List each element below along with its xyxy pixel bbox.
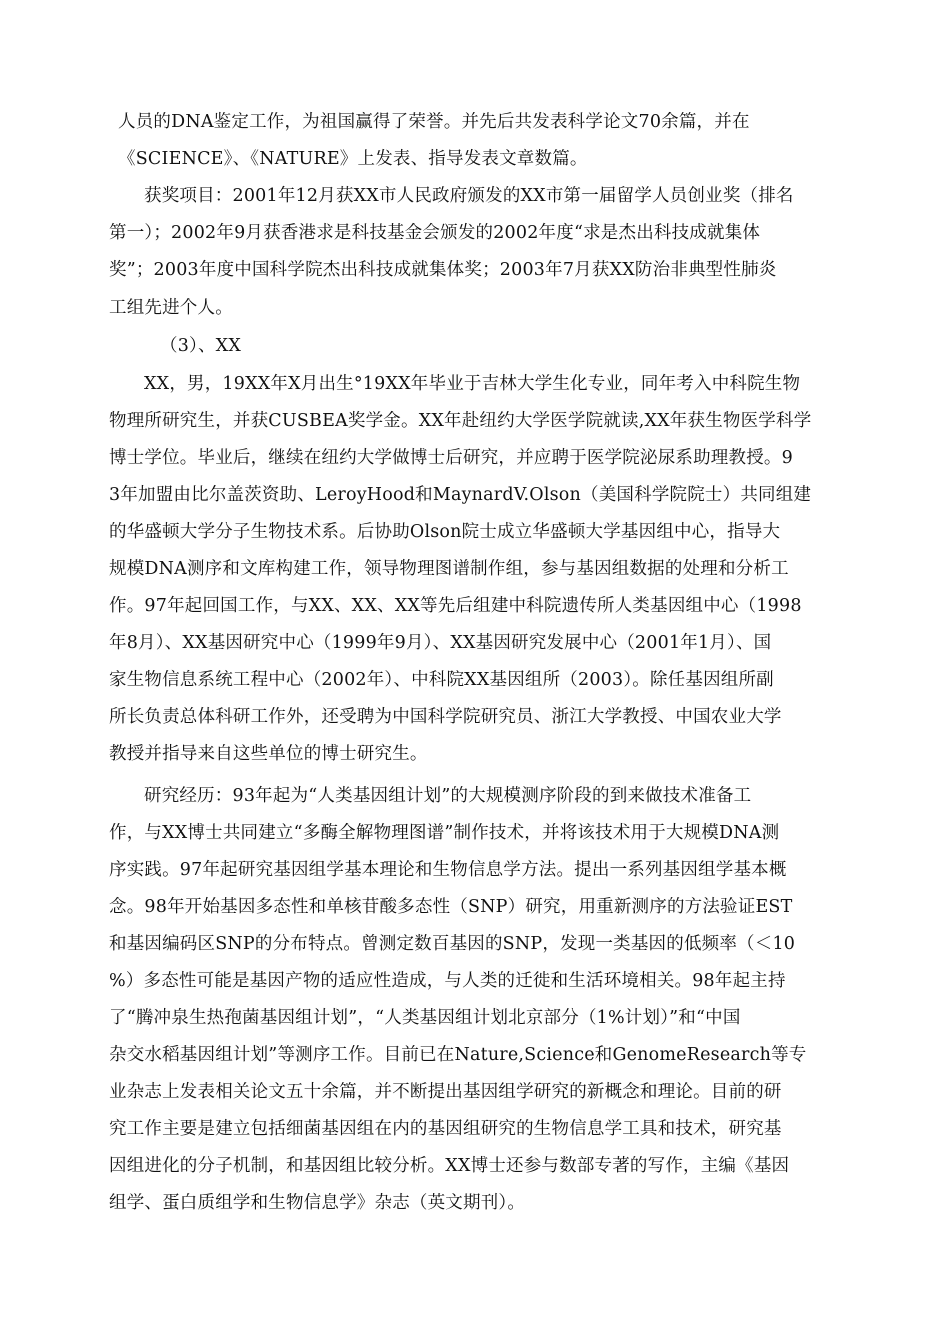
text-line: 奖”；2003年度中国科学院杰出科技成就集体奖；2003年7月获XX防治非典型性肺炎 — [109, 260, 777, 280]
text-line: 获奖项目：2001年12月获XX市人民政府颁发的XX市第一届留学人员创业奖（排名 — [144, 186, 794, 206]
text-line: 物理所研究生，并获CUSBEA奖学金。XX年赴纽约大学医学院就读,XX年获生物医学科学 — [109, 411, 812, 431]
text-line: 作，与XX博士共同建立“多酶全解物理图谱”制作技术，并将该技术用于大规模DNA测 — [109, 823, 780, 843]
text-line: 业杂志上发表相关论文五十余篇，并不断提出基因组学研究的新概念和理论。目前的研 — [109, 1082, 782, 1102]
text-line: 所长负责总体科研工作外，还受聘为中国科学院研究员、浙江大学教授、中国农业大学 — [109, 707, 782, 727]
text-line: 和基因编码区SNP的分布特点。曾测定数百基因的SNP，发现一类基因的低频率（＜10 — [109, 934, 796, 954]
text-line: 组学、蛋白质组学和生物信息学》杂志（英文期刊）。 — [109, 1193, 526, 1213]
text-line: 了“腾冲泉生热孢菌基因组计划”，“人类基因组计划北京部分（1%计划）”和“中国 — [109, 1008, 741, 1028]
text-line: 作。97年起回国工作，与XX、XX、XX等先后组建中科院遗传所人类基因组中心（1998 — [109, 596, 802, 616]
text-line: 研究经历：93年起为“人类基因组计划”的大规模测序阶段的到来做技术准备工 — [144, 786, 752, 806]
text-line: 究工作主要是建立包括细菌基因组在内的基因组研究的生物信息学工具和技术，研究基 — [109, 1119, 782, 1139]
text-line: 因组进化的分子机制，和基因组比较分析。XX博士还参与数部专著的写作，主编《基因 — [109, 1156, 790, 1176]
text-line: 第一）；2002年9月获香港求是科技基金会颁发的2002年度“求是杰出科技成就集体 — [109, 223, 761, 243]
text-line: 念。98年开始基因多态性和单核苷酸多态性（SNP）研究，用重新测序的方法验证EST — [109, 897, 793, 917]
text-line: %）多态性可能是基因产物的适应性造成，与人类的迁徙和生活环境相关。98年起主持 — [109, 971, 786, 991]
text-line: 年8月）、XX基因研究中心（1999年9月）、XX基因研究发展中心（2001年1月）、国 — [109, 633, 772, 653]
text-line: 家生物信息系统工程中心（2002年）、中科院XX基因组所（2003）。除任基因组所副 — [109, 670, 774, 690]
text-line: 序实践。97年起研究基因组学基本理论和生物信息学方法。提出一系列基因组学基本概 — [109, 860, 787, 880]
text-line: 教授并指导来自这些单位的博士研究生。 — [109, 744, 428, 764]
text-line: 博士学位。毕业后，继续在纽约大学做博士后研究，并应聘于医学院泌尿系助理教授。9 — [109, 448, 793, 468]
text-line: XX，男，19XX年X月出生°19XX年毕业于吉林大学生化专业，同年考入中科院生物 — [144, 374, 801, 394]
text-line: 3年加盟由比尔盖茨资助、LeroyHood和MaynardV.Olson（美国科学院院士）共同组建 — [109, 485, 812, 505]
text-line: 的华盛顿大学分子生物技术系。后协助Olson院士成立华盛顿大学基因组中心，指导大 — [109, 522, 781, 542]
text-line: 《SCIENCE》、《NATURE》上发表、指导发表文章数篇。 — [118, 149, 588, 169]
text-line: 工组先进个人。 — [109, 298, 233, 318]
text-line: 规模DNA测序和文库构建工作，领导物理图谱制作组，参与基因组数据的处理和分析工 — [109, 559, 789, 579]
text-line: 杂交水稻基因组计划”等测序工作。目前已在Nature,Science和GenomeResearch等专 — [109, 1045, 807, 1065]
section-heading: （3）、XX — [160, 336, 242, 356]
text-line: 人员的DNA鉴定工作，为祖国赢得了荣誉。并先后共发表科学论文70余篇，并在 — [118, 112, 750, 132]
